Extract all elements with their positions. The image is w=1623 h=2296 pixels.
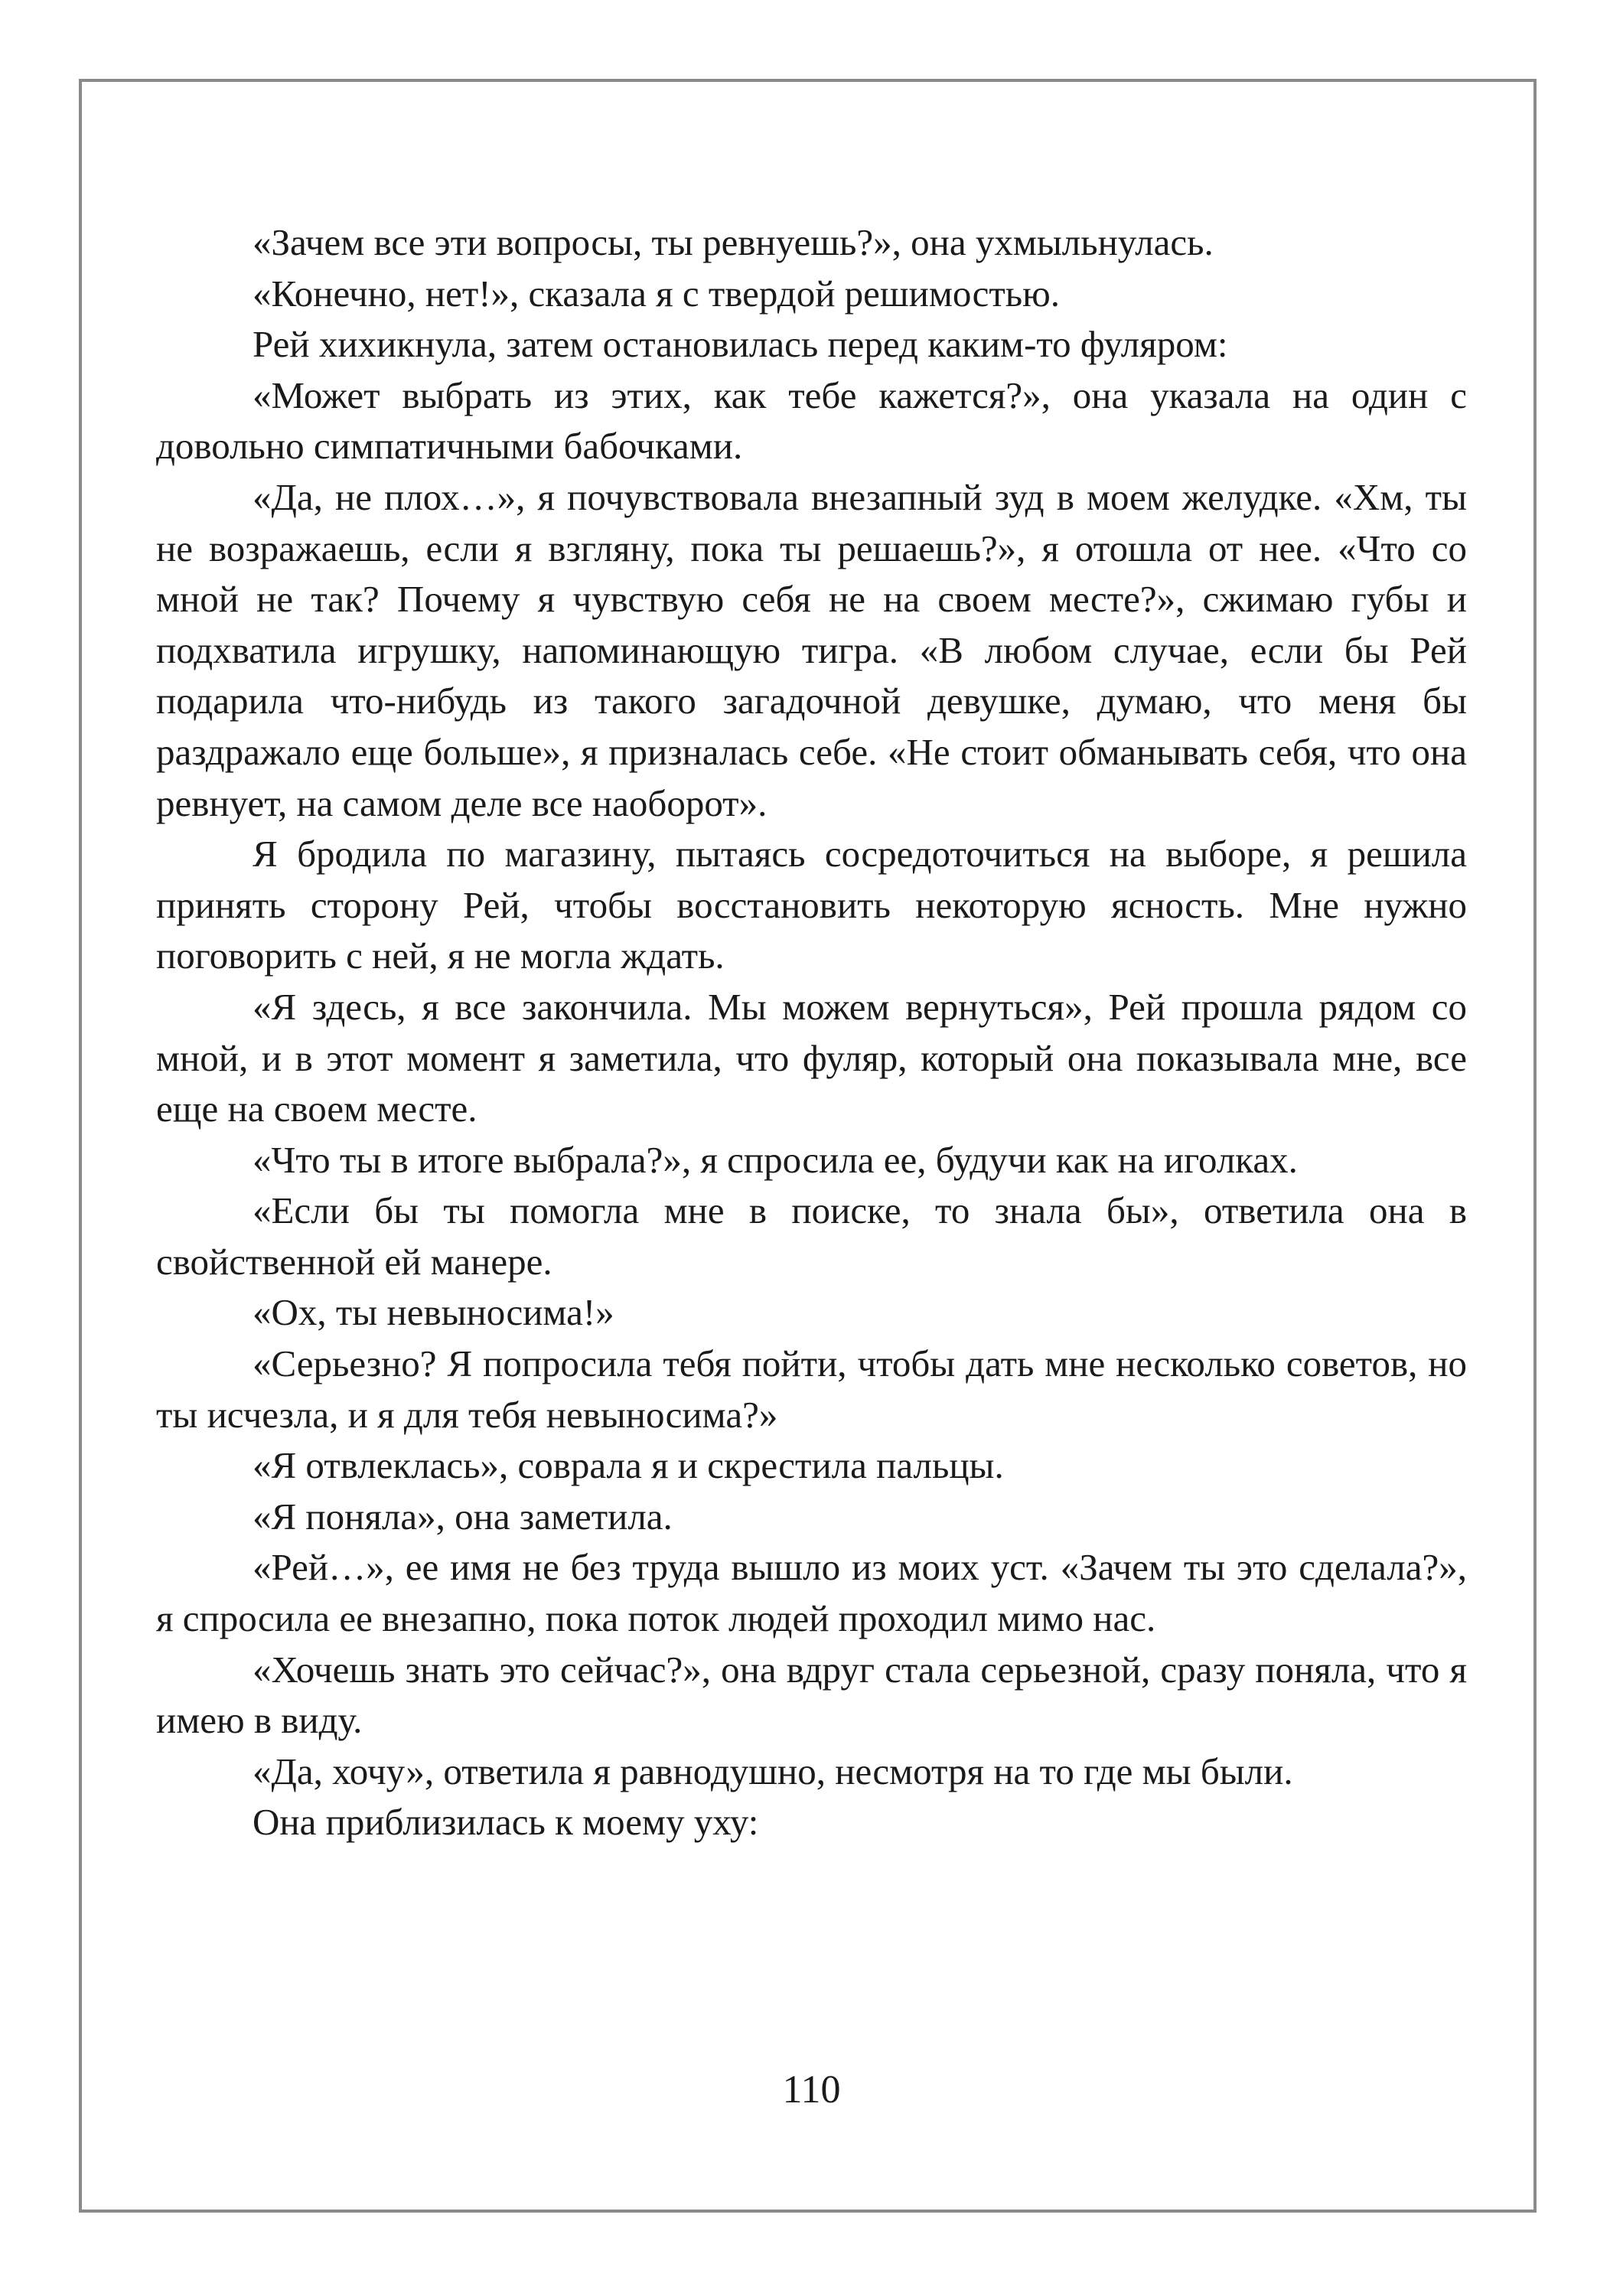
- paragraph: Я бродила по магазину, пытаясь сосредоточиться на выборе, я решила принять сторону Рей, чтобы восстановить некоторую ясность. Мне нужно поговорить с ней, я не могла ждать.: [156, 833, 1467, 977]
- paragraph: «Да, хочу», ответила я равнодушно, несмотря на то где мы были.: [253, 1750, 1293, 1792]
- paragraph: «Рей…», ее имя не без труда вышло из моих уст. «Зачем ты это сделала?», я спросила ее внезапно, пока поток людей проходил мимо нас.: [156, 1546, 1467, 1640]
- paragraph: «Может выбрать из этих, как тебе кажется?», она указала на один с довольно симпатичными бабочками.: [156, 373, 1467, 468]
- paragraph: «Серьезно? Я попросила тебя пойти, чтобы дать мне несколько советов, но ты исчезла, и я для тебя невыносима?»: [156, 1342, 1467, 1436]
- paragraph: «Я поняла», она заметила.: [253, 1495, 673, 1538]
- paragraph: «Ох, ты невыносима!»: [253, 1291, 614, 1334]
- paragraph: «Я здесь, я все закончила. Мы можем вернуться», Рей прошла рядом со мной, и в этот момент я заметила, что фуляр, который она показывала мне, все еще на своем месте.: [156, 985, 1467, 1130]
- paragraph: «Я отвлеклась», соврала я и скрестила пальцы.: [253, 1444, 1004, 1487]
- page-text: [156, 217, 1467, 1848]
- paragraph: «Что ты в итоге выбрала?», я спросила ее, будучи как на иголках.: [253, 1138, 1298, 1181]
- paragraph: Рей хихикнула, затем остановилась перед каким-то фуляром:: [253, 323, 1228, 366]
- paragraph: «Да, не плох…», я почувствовала внезапный зуд в моем желудке. «Хм, ты не возражаешь, если я взгляну, пока ты решаешь?», я отошла от нее. «Что со мной не так? Почему я чувствую себя не на своем месте?», сжимаю губы и подхватила игрушку, напоминающую тигра. «В любом случае, если бы Рей подарила что-нибудь из такого загадочной девушке, думаю, что меня бы раздражало еще больше», я призналась себе. «Не стоит обманывать себя, что она ревнует, на самом деле все наоборот».: [156, 475, 1467, 824]
- paragraph: «Зачем все эти вопросы, ты ревнуешь?», она ухмыльнулась.: [253, 221, 1214, 263]
- paragraph: «Хочешь знать это сейчас?», она вдруг стала серьезной, сразу поняла, что я имею в виду.: [156, 1648, 1467, 1742]
- paragraph: «Конечно, нет!», сказала я с твердой решимостью.: [253, 272, 1060, 315]
- paragraph: Она приблизилась к моему уху:: [253, 1801, 759, 1844]
- paragraph: «Если бы ты помогла мне в поиске, то знала бы», ответила она в свойственной ей манере.: [156, 1189, 1467, 1283]
- page-number: 110: [782, 2068, 841, 2112]
